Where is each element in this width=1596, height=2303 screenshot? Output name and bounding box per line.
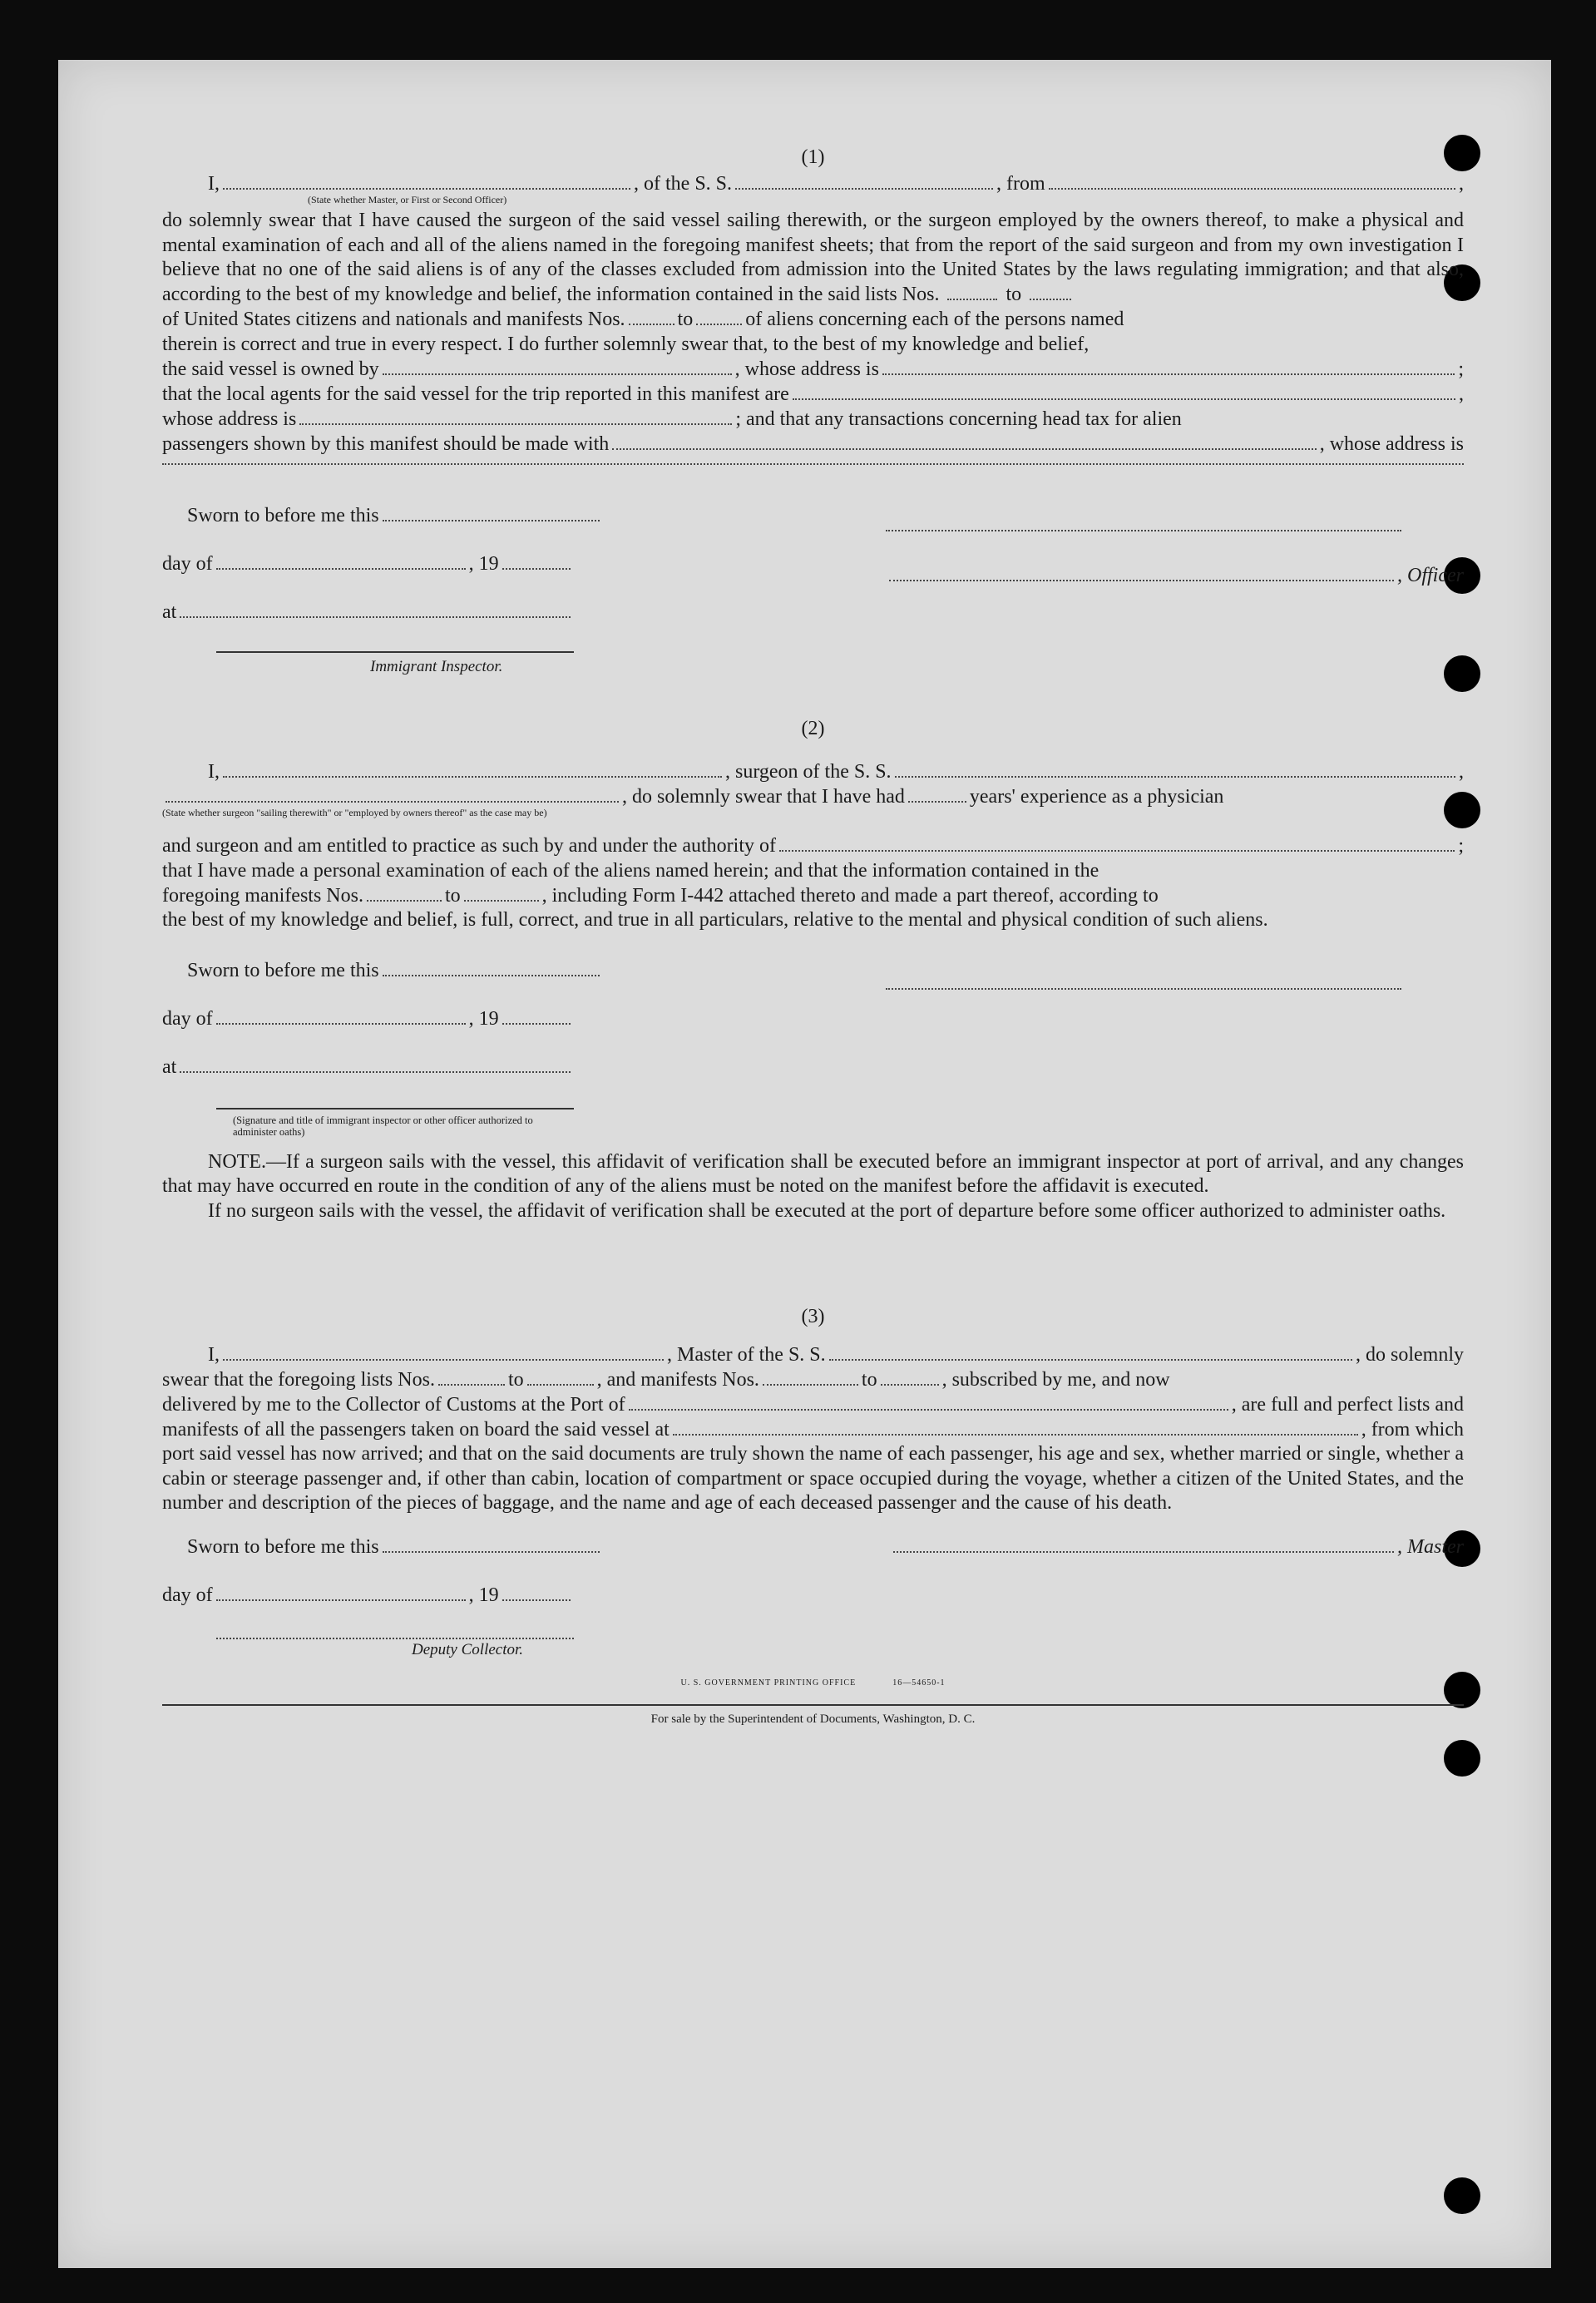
s1-l6-b: ; and that any transactions concerning head tax for alien (735, 408, 1182, 430)
s2-l1-a: I, (208, 761, 220, 783)
s1-paragraph-text: do solemnly swear that I have caused the surgeon of the said vessel sailing therewith, or the surgeon employed by the owners thereof, to make a physical and mental examination of each and all of the aliens named in the foregoing manifest sheets; that from the report of the said surgeon and from my own investigation I believe that no one of the said aliens is of any of the classes excluded from admission into the United States by the laws regulating immigration; and that also, according to the best of my knowledge and belief, the information contained in the said lists Nos. (162, 210, 1464, 305)
s2-vessel-field[interactable] (895, 761, 1455, 778)
s1-l6-a: whose address is (162, 408, 297, 430)
s3-dayof-label: day of (162, 1584, 213, 1606)
owner-address-field[interactable] (882, 358, 1455, 375)
s3-line-2 (162, 1367, 1464, 1392)
s1-l1-b: , of the S. S. (634, 173, 733, 195)
s1-l2-c: of aliens concerning each of the persons named (745, 309, 1124, 330)
form-page (58, 60, 1551, 2268)
s2-line-2 (162, 784, 1464, 809)
owner-field[interactable] (383, 358, 732, 375)
s2-manifests-to-field[interactable] (464, 885, 539, 902)
s1-line-2 (162, 307, 1464, 332)
s2-day-field[interactable] (216, 1008, 466, 1025)
s2-at-label: at (162, 1055, 177, 1078)
s2-official-signature-line[interactable] (216, 1093, 574, 1109)
s2-line-1 (162, 759, 1464, 784)
s1-l4-a: the said vessel is owned by (162, 358, 379, 380)
manifests-from-field[interactable] (629, 309, 674, 325)
s2-l5-a: foregoing manifests Nos. (162, 885, 363, 907)
manifests-to-field[interactable] (696, 309, 742, 325)
s1-l2-a: of United States citizens and nationals and manifests Nos. (162, 309, 625, 330)
note-paragraph-1 (162, 1150, 1464, 1199)
s1-officer-label: , Officer (1397, 565, 1464, 586)
s2-l1-b: , surgeon of the S. S. (725, 761, 892, 783)
s1-line-6 (162, 407, 1464, 432)
s2-l4: that I have made a personal examination of each of the aliens named herein; and that the information contained in the (162, 860, 1099, 882)
s2-l1-c: , (1459, 761, 1464, 783)
s1-caption: (State whether Master, or First or Second Officer) (308, 194, 507, 205)
s1-trailing-line (162, 457, 1464, 465)
s1-sworn-field[interactable] (383, 505, 600, 521)
s2-l3-b: ; (1458, 835, 1464, 857)
s3-l2-d: to (861, 1369, 877, 1391)
lists-from-field[interactable] (947, 287, 997, 300)
s2-dayof-row (162, 1006, 574, 1031)
s2-l2-b: years' experience as a physician (969, 786, 1224, 808)
s2-year-prefix: , 19 (468, 1007, 499, 1030)
agents-address-field[interactable] (299, 408, 732, 425)
s1-sworn-row (187, 503, 603, 528)
s2-signature-block (162, 933, 1464, 1145)
binder-hole (1444, 1740, 1480, 1777)
s1-at-field[interactable] (180, 601, 571, 618)
s3-sworn-label: Sworn to before me this (187, 1535, 379, 1558)
s1-l1-d: , (1459, 173, 1464, 195)
s3-master-row (890, 1535, 1464, 1559)
s1-l1-a: I, (208, 173, 220, 195)
s1-line-1 (162, 171, 1464, 196)
s3-vessel-field[interactable] (829, 1344, 1352, 1361)
s2-line-5 (162, 883, 1464, 908)
s1-l4-b: , whose address is (734, 358, 879, 380)
s3-sworn-row (187, 1535, 603, 1559)
s3-l2-b: to (507, 1369, 524, 1391)
head-tax-contact-field[interactable] (612, 433, 1316, 450)
surgeon-name-field[interactable] (223, 761, 722, 778)
s3-l1-a: I, (208, 1344, 220, 1366)
s1-year-field[interactable] (502, 553, 571, 570)
s3-paragraph: port said vessel has now arrived; and that on the said documents are truly shown the name of each passenger, his age and sex, whether married or single, whether a cabin or steerage passenger and, if other than cabin, location of compartment or space occupied during the voyage, whether a citizen of the United States, and the number and description of the pieces of baggage, and the name and age of each deceased passenger and the cause of his death. (162, 1443, 1464, 1514)
s3-line-3 (162, 1392, 1464, 1417)
section-1-number: (1) (801, 146, 825, 168)
s3-l1-c: , do solemnly (1356, 1344, 1464, 1366)
s2-sworn-field[interactable] (383, 960, 600, 976)
from-port-field[interactable] (1049, 173, 1455, 190)
local-agents-field[interactable] (793, 383, 1455, 400)
printer-imprint: U. S. GOVERNMENT PRINTING OFFICE (680, 1678, 857, 1688)
s1-year-prefix: , 19 (468, 553, 499, 575)
s2-sworn-label: Sworn to before me this (187, 959, 379, 981)
s3-master-label: , Master (1397, 1535, 1464, 1558)
s3-sworn-field[interactable] (383, 1536, 600, 1553)
s1-dayof-label: day of (162, 553, 213, 575)
s1-l7-a: passengers shown by this manifest should be made with (162, 433, 610, 455)
s2-sworn-row (187, 958, 603, 983)
s3-line-1 (162, 1342, 1464, 1367)
s1-signature-block (162, 465, 1464, 706)
s3-l2-c: , and manifests Nos. (596, 1369, 759, 1391)
master-name-field[interactable] (223, 1344, 664, 1361)
s1-line-3 (162, 332, 1464, 357)
s2-l3-a: and surgeon and am entitled to practice as such by and under the authority of (162, 835, 776, 857)
section-3-number: (3) (801, 1306, 825, 1327)
s2-manifests-from-field[interactable] (367, 885, 442, 902)
years-experience-field[interactable] (908, 786, 966, 803)
s1-officer-field[interactable] (889, 565, 1394, 581)
form-code: 16—54650-1 (892, 1678, 946, 1688)
s2-l5-b: to (444, 885, 461, 907)
note-paragraph-2: If no surgeon sails with the vessel, the affidavit of verification shall be executed at the port of departure before some officer authorized to administer oaths. (208, 1199, 1446, 1222)
s3-l4-a: manifests of all the passengers taken on board the said vessel at (162, 1419, 670, 1441)
surgeon-status-field[interactable] (166, 786, 619, 803)
s3-signature-block (162, 1516, 1464, 1666)
s1-line-4 (162, 357, 1464, 382)
s1-paragraph (162, 209, 1464, 307)
s1-l1-c: , from (996, 173, 1045, 195)
s3-collector-label: Deputy Collector. (412, 1640, 524, 1658)
lists-to-field[interactable] (1030, 287, 1071, 300)
binder-hole (1444, 2177, 1480, 2214)
s2-at-field[interactable] (180, 1056, 571, 1073)
s3-manifests-from-field[interactable] (763, 1369, 858, 1386)
s2-line-6: the best of my knowledge and belief, is full, correct, and true in all particulars, relative to the mental and physical condition of such aliens. (162, 909, 1268, 931)
s2-line-3 (162, 833, 1464, 858)
printer-line (162, 1674, 1464, 1689)
note-text-1: —If a surgeon sails with the vessel, this affidavit of verification shall be executed before an immigrant inspector at port of arrival, and any changes that may have occurred en route in the condition of any of the aliens must be noted on the manifest before the affidavit is executed. (162, 1150, 1464, 1197)
s1-l3: therein is correct and true in every respect. I do further solemnly swear that, to the best of my knowledge and belief, (162, 334, 1090, 355)
s1-sworn-label: Sworn to before me this (187, 505, 379, 526)
s1-l2-b: to (677, 309, 694, 330)
s2-dayof-label: day of (162, 1007, 213, 1030)
s1-dayof-row (162, 551, 574, 576)
s1-l5-a: that the local agents for the said vessel for the trip reported in this manifest are (162, 383, 789, 405)
s1-l7-b: , whose address is (1319, 433, 1464, 455)
s2-at-row (162, 1055, 574, 1080)
s3-l2-e: , subscribed by me, and now (941, 1369, 1170, 1391)
boarding-port-field[interactable] (673, 1419, 1358, 1436)
s3-l3-b: , are full and perfect lists and (1231, 1394, 1464, 1416)
s2-sig-caption: (Signature and title of immigrant inspector or other officer authorized to administer oaths) (233, 1114, 533, 1138)
s1-l4-c: ; (1458, 358, 1464, 380)
s2-l5-c: , including Form I-442 attached thereto and made a part thereof, according to (541, 885, 1159, 907)
s3-line-4 (162, 1417, 1464, 1442)
s1-at-row (162, 600, 574, 625)
s1-inspector-label: Immigrant Inspector. (370, 658, 503, 675)
s2-l2-a: , do solemnly swear that I have had (622, 786, 905, 808)
s3-collector-line[interactable] (216, 1623, 574, 1639)
s3-l1-b: , Master of the S. S. (667, 1344, 826, 1366)
s3-master-signature-field[interactable] (893, 1536, 1394, 1553)
sale-notice: For sale by the Superintendent of Documents, Washington, D. C. (650, 1712, 976, 1726)
port-of-arrival-field[interactable] (629, 1394, 1228, 1411)
s3-day-field[interactable] (216, 1584, 466, 1601)
s1-l5-b: , (1459, 383, 1464, 405)
s1-at-label: at (162, 601, 177, 623)
practice-authority-field[interactable] (779, 835, 1455, 852)
s2-line-4 (162, 858, 1464, 883)
s3-year-field[interactable] (502, 1584, 571, 1601)
s3-l2-a: swear that the foregoing lists Nos. (162, 1369, 435, 1391)
s2-surgeon-signature-line[interactable] (886, 973, 1401, 990)
section-2-number: (2) (801, 718, 825, 739)
s1-paragraph-to: to (1006, 283, 1022, 305)
s1-officer-row (886, 563, 1464, 588)
s2-year-field[interactable] (502, 1008, 571, 1025)
s3-dayof-row (162, 1583, 574, 1608)
s1-day-field[interactable] (216, 553, 466, 570)
vessel-name-field[interactable] (735, 173, 993, 190)
s1-line-5 (162, 382, 1464, 407)
officer-rank-field[interactable] (223, 173, 630, 190)
s3-lists-from-field[interactable] (438, 1369, 505, 1386)
s3-year-prefix: , 19 (468, 1584, 499, 1606)
s3-l4-b: , from which (1361, 1419, 1464, 1441)
footer-rule (162, 1704, 1464, 1706)
s3-manifests-to-field[interactable] (881, 1369, 939, 1386)
s2-caption: (State whether surgeon "sailing therewith" or "employed by owners thereof" as the case may be) (162, 807, 547, 818)
s3-lists-to-field[interactable] (527, 1369, 594, 1386)
s1-inspector-line[interactable] (216, 636, 574, 653)
s1-line-7 (162, 432, 1464, 457)
note-label: NOTE. (208, 1150, 266, 1173)
form-content (162, 143, 1464, 1727)
s1-officer-signature-line[interactable] (886, 515, 1401, 531)
s3-l3-a: delivered by me to the Collector of Customs at the Port of (162, 1394, 625, 1416)
